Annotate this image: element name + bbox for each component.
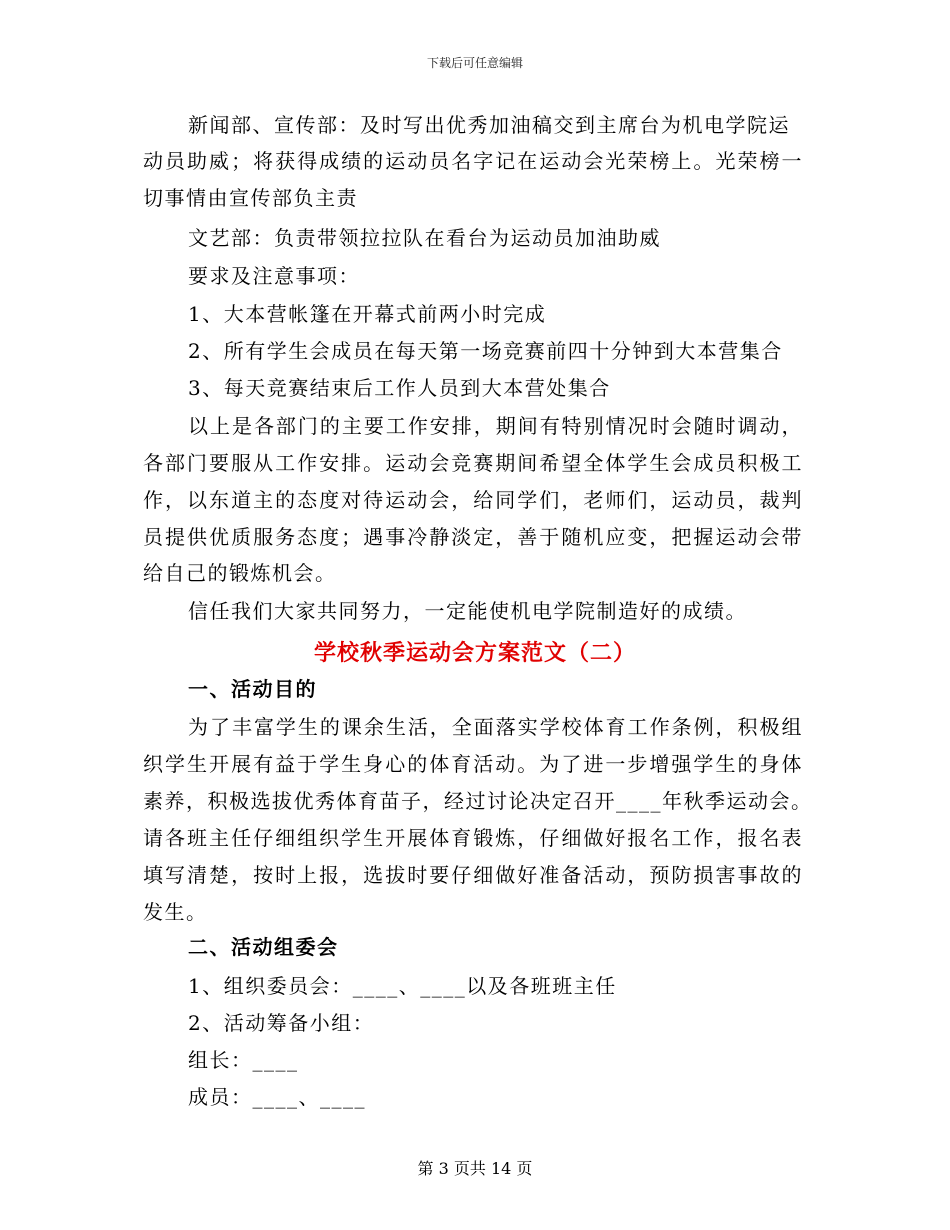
section-heading: 二、活动组委会 — [188, 935, 339, 959]
paragraph-line: 切事情由宣传部负主责 — [143, 186, 358, 210]
paragraph-line: 填写清楚，按时上报，选拔时要仔细做好准备活动，预防损害事故的 — [143, 863, 803, 887]
paragraph-line: 素养，积极选拔优秀体育苗子，经过讨论决定召开____年秋季运动会。 — [143, 789, 813, 813]
paragraph-line: 新闻部、宣传部：及时写出优秀加油稿交到主席台为机电学院运 — [188, 113, 790, 137]
section-title: 学校秋季运动会方案范文（二） — [313, 640, 636, 666]
list-item: 2、所有学生会成员在每天第一场竞赛前四十分钟到大本营集合 — [188, 339, 783, 363]
list-item: 1、组织委员会：____、____以及各班班主任 — [188, 974, 617, 998]
paragraph-line: 成员：____、____ — [188, 1085, 366, 1109]
paragraph-line: 要求及注意事项： — [188, 264, 360, 288]
paragraph-line: 请各班主任仔细组织学生开展体育锻炼，仔细做好报名工作，报名表 — [143, 826, 803, 850]
list-item: 1、大本营帐篷在开幕式前两小时完成 — [188, 302, 547, 326]
paragraph-line: 作，以东道主的态度对待运动会，给同学们，老师们，运动员，裁判 — [143, 488, 803, 512]
section-heading: 一、活动目的 — [188, 677, 317, 701]
paragraph-line: 信任我们大家共同努力，一定能使机电学院制造好的成绩。 — [188, 599, 747, 623]
page-number-footer: 第 3 页共 14 页 — [417, 1159, 533, 1178]
paragraph-line: 织学生开展有益于学生身心的体育活动。为了进一步增强学生的身体 — [143, 752, 803, 776]
paragraph-line: 以上是各部门的主要工作安排，期间有特别情况时会随时调动， — [188, 414, 803, 438]
paragraph-line: 为了丰富学生的课余生活，全面落实学校体育工作条例，积极组 — [188, 715, 803, 739]
paragraph-line: 文艺部：负责带领拉拉队在看台为运动员加油助威 — [188, 226, 661, 250]
paragraph-line: 组长：____ — [188, 1048, 299, 1072]
list-item: 2、活动筹备小组： — [188, 1011, 375, 1035]
paragraph-line: 各部门要服从工作安排。运动会竞赛期间希望全体学生会成员积极工 — [143, 451, 803, 475]
paragraph-line: 发生。 — [143, 900, 208, 924]
list-item: 3、每天竞赛结束后工作人员到大本营处集合 — [188, 376, 611, 400]
paragraph-line: 动员助威；将获得成绩的运动员名字记在运动会光荣榜上。光荣榜一 — [143, 149, 803, 173]
page-header-note: 下载后可任意编辑 — [426, 56, 523, 70]
paragraph-line: 员提供优质服务态度；遇事冷静淡定，善于随机应变，把握运动会带 — [143, 525, 803, 549]
paragraph-line: 给自己的锻炼机会。 — [143, 561, 337, 585]
